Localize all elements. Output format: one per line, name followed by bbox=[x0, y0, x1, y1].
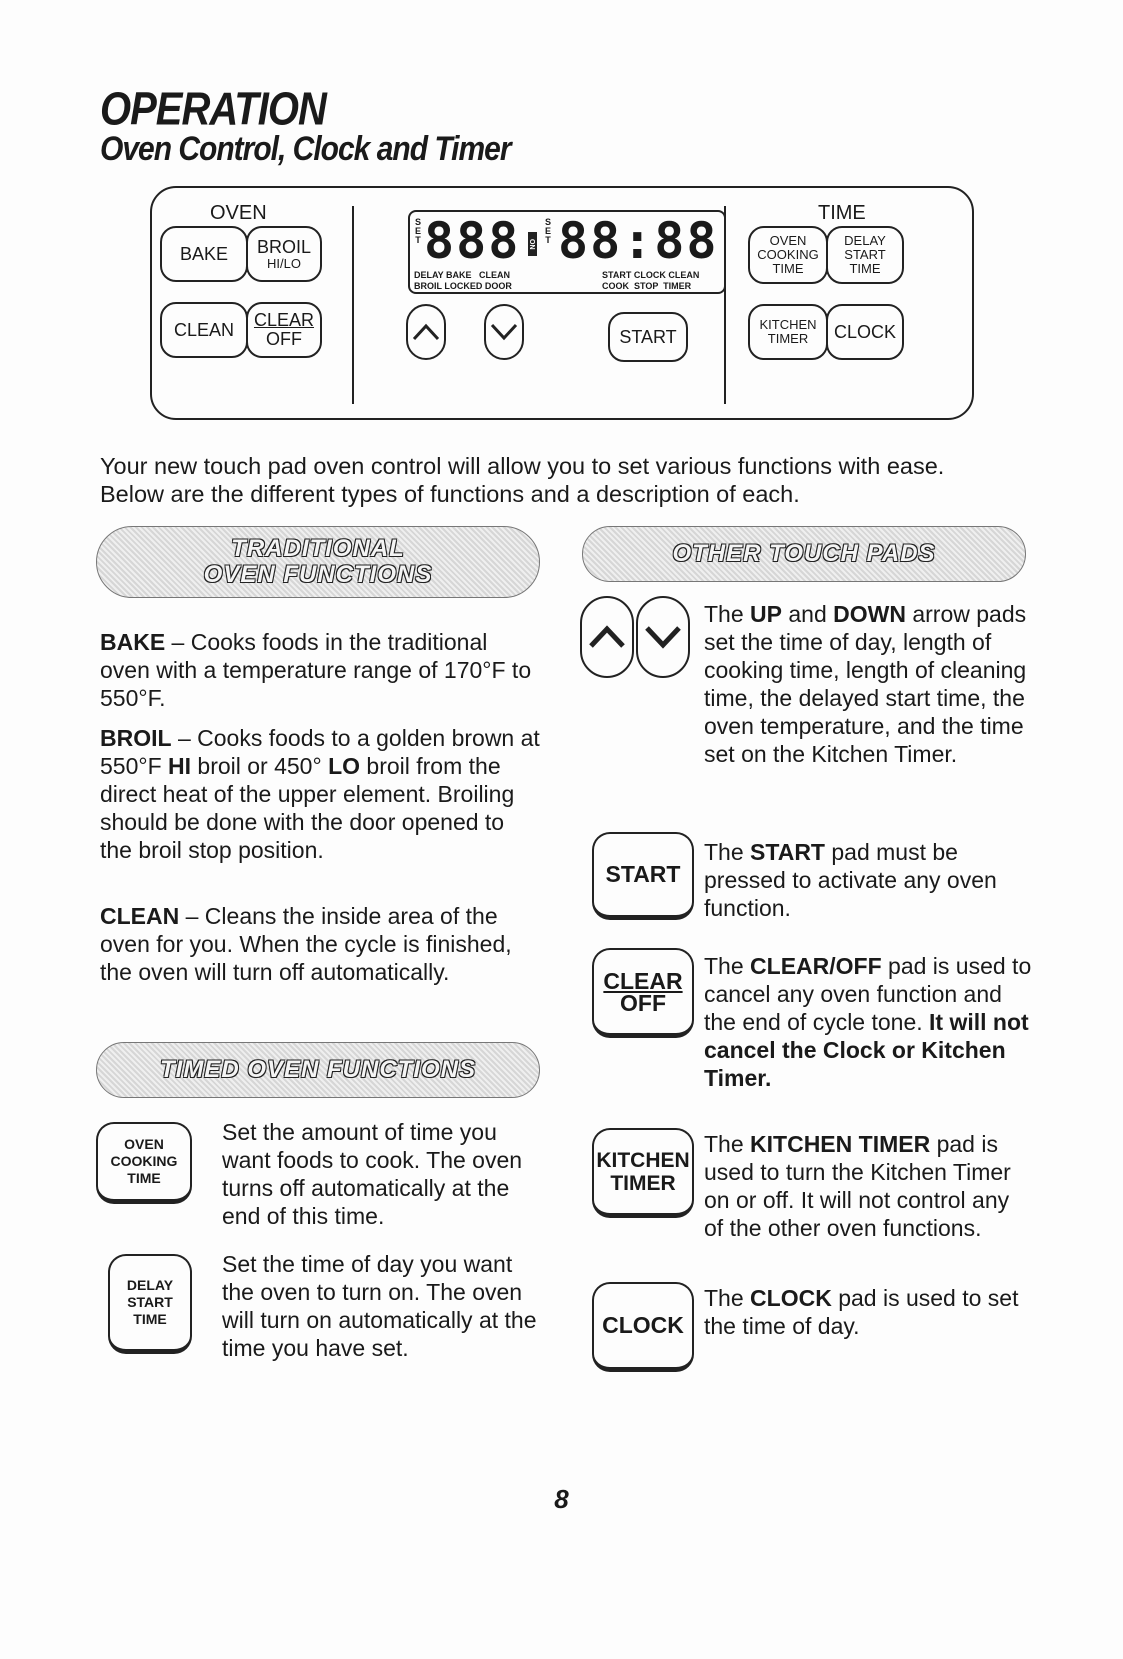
oven-group-label: OVEN bbox=[210, 202, 267, 224]
pad-line: TIME bbox=[133, 1311, 167, 1327]
updown-pad-icons bbox=[580, 596, 696, 678]
description: arrow pads set the time of day, length of cooking time, length of cleaning time, the delayed start time, the oven temperature, and the time set on the Kitchen Timer. bbox=[704, 601, 1027, 767]
description: – Cleans the inside area of the oven for you. When the cycle is finished, the oven will turn off automatically. bbox=[100, 903, 512, 985]
pad-line: KITCHEN bbox=[596, 1148, 690, 1172]
pad-line: DELAY bbox=[126, 1277, 174, 1293]
delay-start-time-pad-icon bbox=[108, 1254, 192, 1354]
clock-description bbox=[704, 1284, 1034, 1340]
kitchen-timer-pad-icon bbox=[592, 1128, 694, 1218]
pad-line: OFF bbox=[620, 989, 666, 1016]
up-arrow-icon bbox=[588, 625, 626, 649]
term: KITCHEN TIMER bbox=[750, 1131, 931, 1157]
digital-display bbox=[408, 210, 726, 294]
clear-off-pad[interactable] bbox=[246, 302, 322, 358]
clear-off-pad-icon bbox=[592, 948, 694, 1038]
broil-description bbox=[100, 724, 540, 864]
description: – Cooks foods to a golden brown at 550°F bbox=[100, 725, 540, 779]
pad-line: START bbox=[844, 246, 886, 262]
term: UP bbox=[750, 601, 782, 627]
banner-other bbox=[582, 526, 1026, 582]
cook-time-description: Set the amount of time you want foods to cook. The oven turns off automatically at the end of this time. bbox=[222, 1119, 523, 1229]
description: pad must be pressed to activate any oven function. bbox=[704, 839, 997, 921]
display-labels-left-1: DELAY BAKE CLEAN bbox=[414, 270, 511, 280]
description: broil or 450° bbox=[191, 753, 329, 779]
term: CLEAN bbox=[100, 903, 180, 929]
clock-pad-label: CLOCK bbox=[833, 321, 896, 342]
pad-line: DELAY bbox=[844, 232, 886, 248]
bake-description bbox=[100, 628, 540, 712]
kitchen-timer-description bbox=[704, 1130, 1034, 1242]
section-heading: OPERATION bbox=[100, 84, 326, 135]
updown-description bbox=[704, 600, 1034, 768]
clock-pad-icon bbox=[592, 1282, 694, 1372]
pad-line: TIME bbox=[772, 261, 804, 277]
broil-pad-sublabel: HI/LO bbox=[267, 255, 301, 271]
description: and bbox=[781, 601, 834, 627]
term: CLEAR/OFF bbox=[750, 953, 882, 979]
page-title: Oven Control, Clock and Timer bbox=[100, 130, 511, 168]
term: BAKE bbox=[100, 629, 166, 655]
display-labels-right-1: START CLOCK CLEAN bbox=[602, 270, 700, 280]
oven-cooking-time-pad[interactable] bbox=[748, 226, 828, 284]
start-pad[interactable] bbox=[608, 312, 688, 362]
description: The bbox=[704, 953, 751, 979]
down-arrow-icon bbox=[644, 625, 682, 649]
banner-traditional bbox=[96, 526, 540, 598]
down-pad-icon bbox=[636, 596, 690, 678]
kitchen-timer-pad[interactable] bbox=[748, 304, 828, 360]
pad-line: TIMER bbox=[610, 1171, 676, 1195]
clean-pad[interactable] bbox=[160, 302, 248, 358]
display-labels-right-2: COOK STOP TIMER bbox=[602, 281, 692, 291]
panel-divider bbox=[352, 206, 354, 404]
pad-line: TIME bbox=[127, 1170, 161, 1186]
pad-line: TIME bbox=[849, 261, 881, 277]
banner-line: TRADITIONAL bbox=[231, 535, 405, 562]
pad-line: KITCHEN bbox=[759, 316, 817, 332]
pad-line: CLOCK bbox=[602, 1312, 684, 1338]
up-arrow-icon bbox=[412, 323, 440, 341]
down-arrow-pad[interactable] bbox=[484, 304, 524, 360]
page-number: 8 bbox=[554, 1484, 569, 1514]
set-letter: T bbox=[415, 235, 421, 245]
description: – Cooks foods in the traditional oven with a temperature range of 170°F to 550°F. bbox=[100, 629, 532, 711]
clear-off-description bbox=[704, 952, 1034, 1092]
set-letter: S bbox=[414, 217, 421, 227]
set-indicator-left bbox=[414, 218, 422, 245]
start-pad-icon bbox=[592, 832, 694, 920]
clean-description bbox=[100, 902, 540, 986]
description: pad is used to turn the Kitchen Timer on or off. It will not control any of the other oven functions. bbox=[704, 1131, 1011, 1241]
bake-pad-label: BAKE bbox=[179, 243, 229, 264]
pad-line: TIMER bbox=[767, 331, 809, 346]
banner-line: TIMED OVEN FUNCTIONS bbox=[159, 1056, 476, 1083]
start-pad-label: START bbox=[619, 326, 677, 347]
banner-line: OTHER TOUCH PADS bbox=[672, 540, 936, 567]
description: pad is used to set the time of day. bbox=[704, 1285, 1019, 1339]
description: pad is used to cancel any oven function and the end of cycle tone. bbox=[704, 953, 1032, 1035]
term: BROIL bbox=[100, 725, 172, 751]
description: broil from the direct heat of the upper element. Broiling should be done with the door opened to the broil stop position. bbox=[100, 753, 515, 863]
up-arrow-pad[interactable] bbox=[406, 304, 446, 360]
broil-pad[interactable] bbox=[246, 226, 322, 282]
pad-line: OVEN bbox=[769, 232, 807, 248]
start-description bbox=[704, 838, 1034, 922]
set-letter: E bbox=[544, 226, 551, 236]
term: LO bbox=[328, 753, 361, 779]
description: The bbox=[704, 1131, 751, 1157]
pad-line: START bbox=[605, 861, 681, 887]
pad-line: COOKING bbox=[757, 246, 819, 262]
pad-line: START bbox=[127, 1294, 173, 1310]
delay-start-time-pad[interactable] bbox=[826, 226, 904, 284]
clear-label: CLEAR bbox=[253, 310, 315, 331]
oven-cooking-time-pad-icon bbox=[96, 1122, 192, 1204]
down-arrow-icon bbox=[490, 323, 518, 341]
term: It will not cancel the Clock or Kitchen Timer. bbox=[704, 1009, 1029, 1091]
pad-line: OVEN bbox=[124, 1136, 164, 1152]
time-group-label: TIME bbox=[818, 202, 866, 224]
control-panel-diagram bbox=[150, 186, 974, 420]
set-letter: E bbox=[414, 226, 421, 236]
display-labels-left-2: BROIL LOCKED DOOR bbox=[414, 281, 512, 291]
description: The bbox=[704, 839, 751, 865]
intro-text: Your new touch pad oven control will allow you to set various functions with ease. Below are the different types of functions and a description of each. bbox=[100, 453, 945, 507]
clock-pad[interactable] bbox=[826, 304, 904, 360]
up-pad-icon bbox=[580, 596, 634, 678]
set-letter: T bbox=[545, 235, 551, 245]
set-indicator-right bbox=[544, 218, 552, 245]
broil-pad-label: BROIL bbox=[256, 236, 312, 257]
description: The bbox=[704, 1285, 751, 1311]
off-label: OFF bbox=[266, 329, 302, 349]
bake-pad[interactable] bbox=[160, 226, 248, 282]
banner-timed bbox=[96, 1042, 540, 1098]
clean-pad-label: CLEAN bbox=[173, 319, 235, 340]
term: HI bbox=[168, 753, 192, 779]
clock-digits: 88:88 bbox=[558, 212, 719, 270]
set-letter: S bbox=[544, 217, 551, 227]
banner-line: OVEN FUNCTIONS bbox=[203, 561, 433, 588]
pad-line: CLEAR bbox=[603, 967, 683, 994]
description: The bbox=[704, 601, 751, 627]
term: START bbox=[750, 839, 825, 865]
on-indicator: ON bbox=[528, 232, 537, 256]
pad-line: COOKING bbox=[110, 1153, 178, 1169]
delay-start-description: Set the time of day you want the oven to turn on. The oven will turn on automatically at the time you have set. bbox=[222, 1251, 537, 1361]
term: DOWN bbox=[833, 601, 906, 627]
temperature-digits: 888 bbox=[424, 212, 521, 270]
term: CLOCK bbox=[750, 1285, 832, 1311]
